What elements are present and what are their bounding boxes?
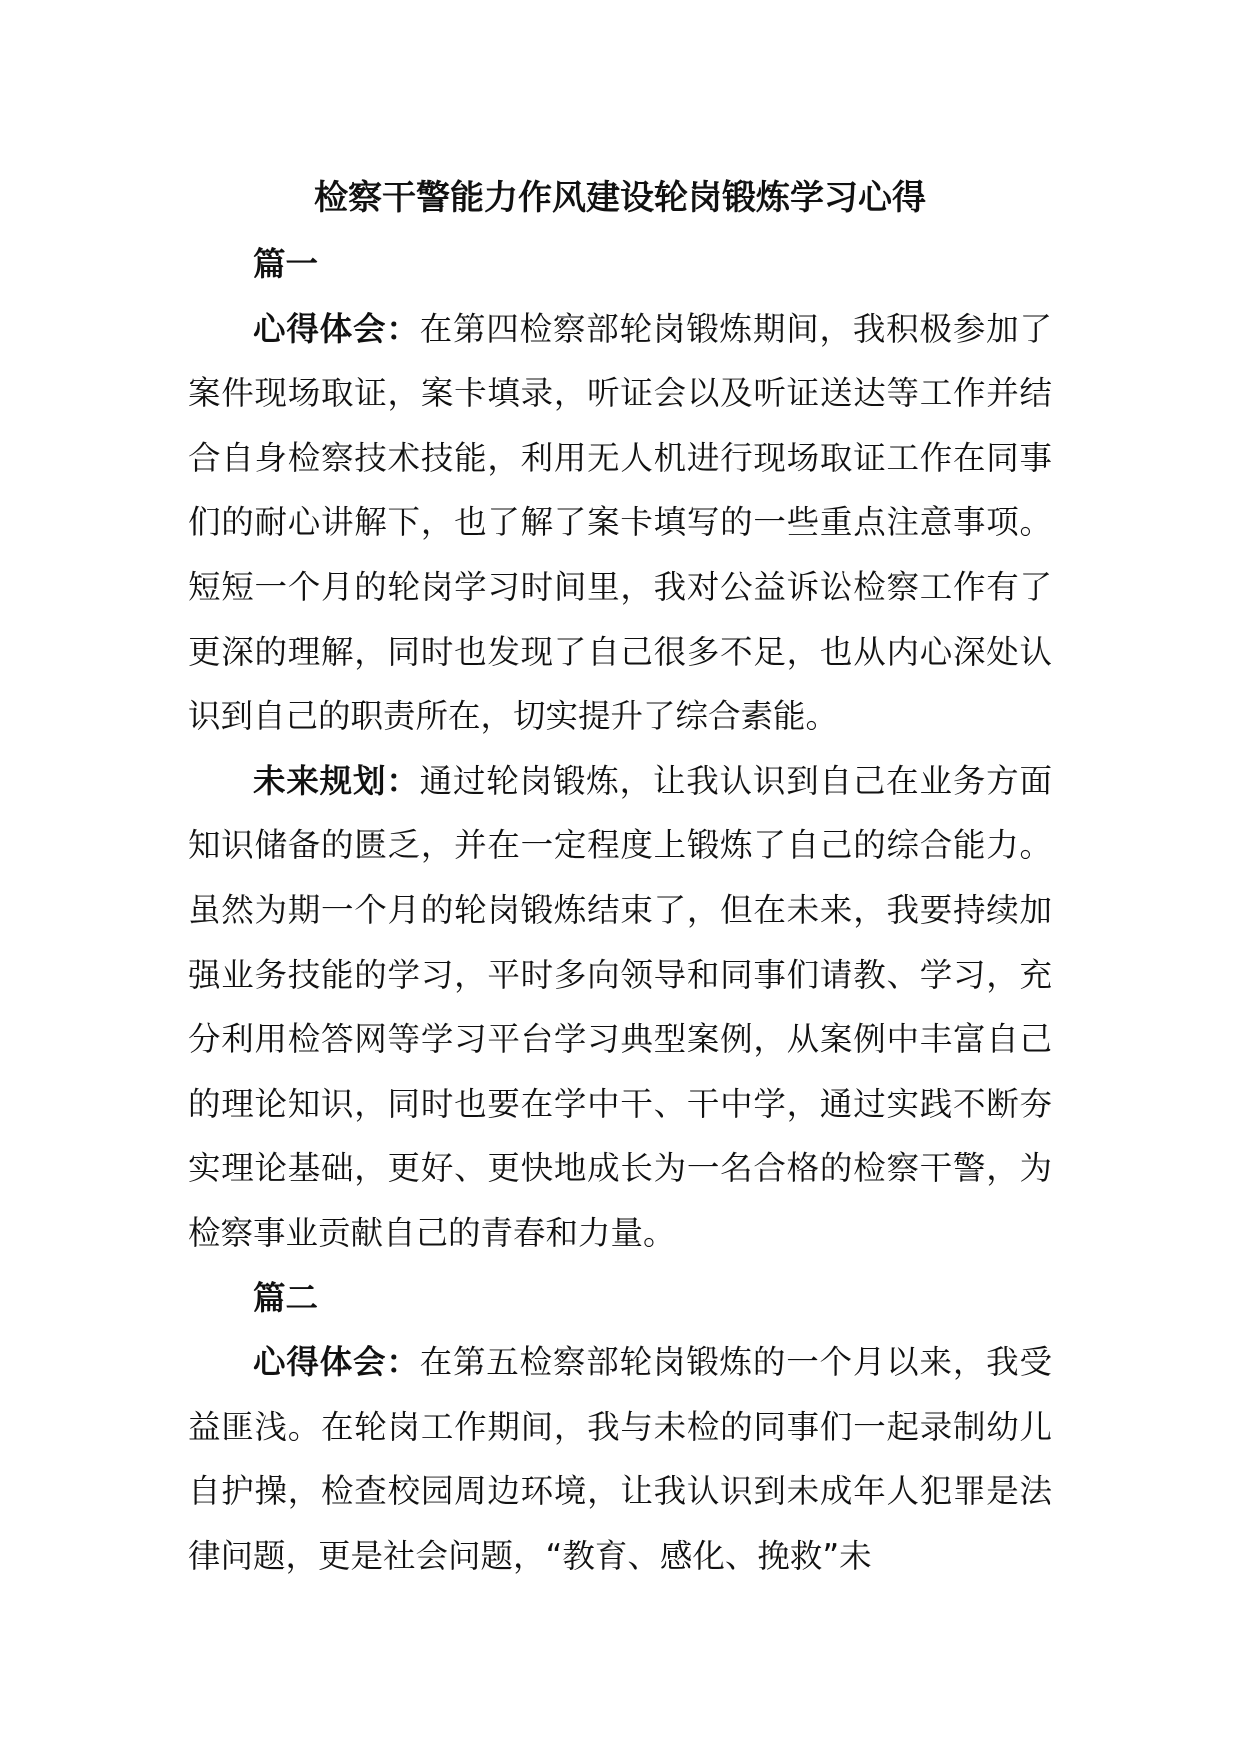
paragraph-lead: 心得体会：: [253, 309, 420, 348]
document-title: 检察干警能力作风建设轮岗锻炼学习心得: [314, 178, 926, 218]
paragraph-lead: 未来规划：: [253, 761, 420, 800]
document-body: [188, 232, 1052, 1588]
paragraph-lead: 心得体会：: [253, 1343, 420, 1382]
paragraph-experience-2: [188, 1330, 1052, 1588]
paragraph-text: 在第四检察部轮岗锻炼期间，我积极参加了案件现场取证，案卡填录，听证会以及听证送达等工作并结合自身检察技术技能，利用无人机进行现场取证工作在同事们的耐心讲解下，也了解了案卡填写的一些重点注意事项。短短一个月的轮岗学习时间里，我对公益诉讼检察工作有了更深的理解，同时也发现了自己很多不足，也从内心深处认识到自己的职责所在，切实提升了综合素能。: [188, 309, 1052, 736]
section-heading-2: 篇二: [253, 1278, 319, 1317]
section-heading-1: 篇一: [253, 245, 319, 283]
paragraph-experience-1: [188, 297, 1052, 749]
paragraph-text: 通过轮岗锻炼，让我认识到自己在业务方面知识储备的匮乏，并在一定程度上锻炼了自己的综合能力。虽然为期一个月的轮岗锻炼结束了，但在未来，我要持续加强业务技能的学习，平时多向领导和同事们请教、学习，充分利用检答网等学习平台学习典型案例，从案例中丰富自己的理论知识，同时也要在学中干、干中学，通过实践不断夯实理论基础，更好、更快地成长为一名合格的检察干警，为检察事业贡献自己的青春和力量。: [188, 761, 1052, 1252]
paragraph-plan-1: [188, 749, 1052, 1266]
paragraph-text: 在第五检察部轮岗锻炼的一个月以来，我受益匪浅。在轮岗工作期间，我与未检的同事们一起录制幼儿自护操，检查校园周边环境，让我认识到未成年人犯罪是法律问题，更是社会问题，“教育、感化、挽救”未: [188, 1343, 1052, 1575]
